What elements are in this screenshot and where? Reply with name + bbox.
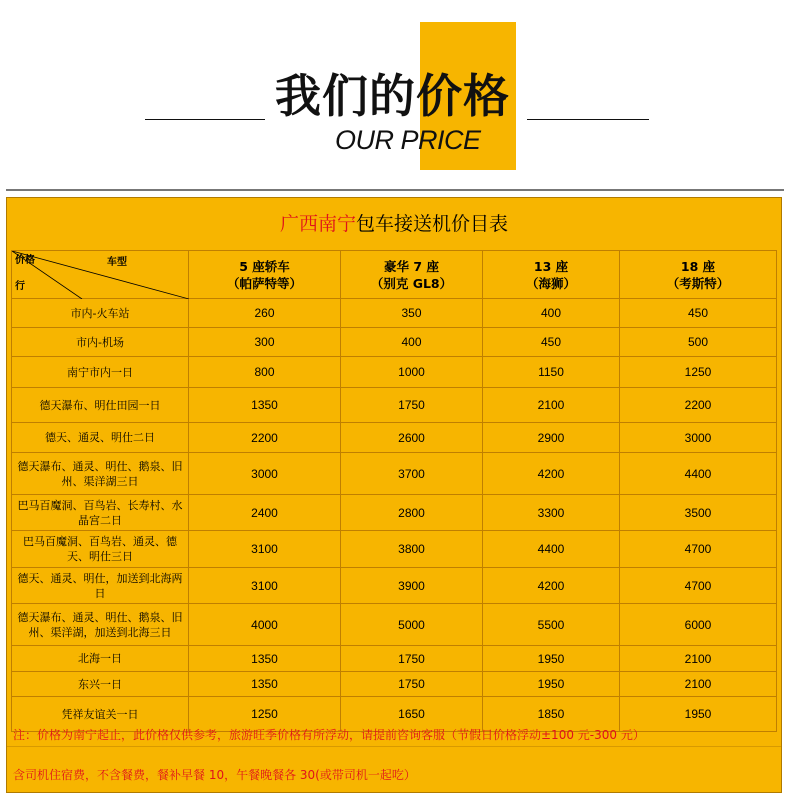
column-header-model: （帕萨特等） xyxy=(226,275,302,291)
corner-diagonal-lines xyxy=(12,251,189,299)
price-cell: 4400 xyxy=(483,531,620,568)
price-cell: 1950 xyxy=(620,697,777,732)
price-cell: 3000 xyxy=(189,453,341,495)
price-cell: 5000 xyxy=(341,604,483,646)
table-row xyxy=(12,604,777,646)
route-cell: 市内-机场 xyxy=(12,328,189,357)
price-cell: 4700 xyxy=(620,531,777,568)
price-cell: 260 xyxy=(189,299,341,328)
route-cell: 德天、通灵、明仕，加送到北海两日 xyxy=(12,568,189,604)
table-row xyxy=(12,388,777,423)
column-header xyxy=(341,251,483,299)
price-sheet xyxy=(6,197,782,793)
route-cell: 德天瀑布、通灵、明仕、鹅泉、旧州、渠洋湖，加送到北海三日 xyxy=(12,604,189,646)
price-note: 注：价格为南宁起止，此价格仅供参考，旅游旺季价格有所浮动，请提前咨询客服（节假日价格浮动±100 元-300 元） xyxy=(13,728,645,742)
column-header-model: （海狮） xyxy=(525,275,576,291)
price-cell: 2100 xyxy=(620,646,777,672)
price-cell: 1000 xyxy=(341,357,483,388)
corner-header-cell xyxy=(12,251,189,299)
table-row xyxy=(12,495,777,531)
price-cell: 350 xyxy=(341,299,483,328)
route-cell: 市内-火车站 xyxy=(12,299,189,328)
table-row xyxy=(12,646,777,672)
price-cell: 2900 xyxy=(483,423,620,453)
price-cell: 3000 xyxy=(620,423,777,453)
corner-label-vehicle: 车型 xyxy=(107,257,127,268)
price-cell: 1150 xyxy=(483,357,620,388)
table-row xyxy=(12,357,777,388)
column-header-type: 豪华 7 座 xyxy=(384,258,439,274)
table-row xyxy=(12,531,777,568)
route-cell: 南宁市内一日 xyxy=(12,357,189,388)
price-cell: 1250 xyxy=(620,357,777,388)
route-cell: 德天瀑布、明仕田园一日 xyxy=(12,388,189,423)
price-cell: 1750 xyxy=(341,646,483,672)
route-cell: 德天、通灵、明仕二日 xyxy=(12,423,189,453)
price-cell: 5500 xyxy=(483,604,620,646)
price-cell: 4000 xyxy=(189,604,341,646)
column-header-model: （考斯特） xyxy=(666,275,730,291)
price-cell: 1350 xyxy=(189,388,341,423)
price-cell: 3500 xyxy=(620,495,777,531)
price-cell: 1950 xyxy=(483,646,620,672)
header-rule-left xyxy=(145,119,265,120)
price-cell: 2200 xyxy=(189,423,341,453)
price-cell: 400 xyxy=(341,328,483,357)
price-cell: 2100 xyxy=(483,388,620,423)
price-cell: 3100 xyxy=(189,531,341,568)
section-divider xyxy=(6,189,784,191)
price-cell: 300 xyxy=(189,328,341,357)
price-cell: 3900 xyxy=(341,568,483,604)
price-cell: 1750 xyxy=(341,388,483,423)
price-cell: 500 xyxy=(620,328,777,357)
header-rule-right xyxy=(527,119,649,120)
price-cell: 4200 xyxy=(483,568,620,604)
table-row xyxy=(12,328,777,357)
price-cell: 1750 xyxy=(341,672,483,697)
price-cell: 2800 xyxy=(341,495,483,531)
price-cell: 4200 xyxy=(483,453,620,495)
column-header xyxy=(189,251,341,299)
column-header xyxy=(483,251,620,299)
price-sheet-title-region: 广西南宁 xyxy=(279,213,356,235)
table-row xyxy=(12,423,777,453)
price-cell: 3300 xyxy=(483,495,620,531)
column-header xyxy=(620,251,777,299)
route-cell: 北海一日 xyxy=(12,646,189,672)
column-header-type: 13 座 xyxy=(533,258,569,274)
price-cell: 1350 xyxy=(189,646,341,672)
price-sheet-title-rest: 包车接送机价目表 xyxy=(356,213,509,235)
route-cell: 德天瀑布、通灵、明仕、鹅泉、旧州、渠洋湖三日 xyxy=(12,453,189,495)
price-cell: 1650 xyxy=(341,697,483,732)
price-cell: 400 xyxy=(483,299,620,328)
price-cell: 1950 xyxy=(483,672,620,697)
price-sheet-title xyxy=(7,204,781,244)
table-row xyxy=(12,453,777,495)
price-cell: 4700 xyxy=(620,568,777,604)
column-header-type: 5 座轿车 xyxy=(239,258,290,274)
price-cell: 2400 xyxy=(189,495,341,531)
price-cell: 800 xyxy=(189,357,341,388)
note-divider xyxy=(7,746,781,747)
table-row xyxy=(12,568,777,604)
column-header-type: 18 座 xyxy=(680,258,716,274)
page-title-part1: 我们的 xyxy=(275,69,416,123)
route-cell: 巴马百魔洞、百鸟岩、通灵、德天、明仕三日 xyxy=(12,531,189,568)
price-cell: 450 xyxy=(483,328,620,357)
price-cell: 3700 xyxy=(341,453,483,495)
price-cell: 1350 xyxy=(189,672,341,697)
corner-label-route: 行 xyxy=(15,281,25,292)
meal-note: 含司机住宿费，不含餐费，餐补早餐 10，午餐晚餐各 30(或带司机一起吃） xyxy=(13,768,416,782)
price-cell: 4400 xyxy=(620,453,777,495)
column-header-model: （别克 GL8） xyxy=(370,275,453,291)
corner-label-price: 价格 xyxy=(15,255,35,266)
price-cell: 6000 xyxy=(620,604,777,646)
price-table xyxy=(11,250,777,732)
price-cell: 2100 xyxy=(620,672,777,697)
price-cell: 2200 xyxy=(620,388,777,423)
page-title xyxy=(275,70,510,122)
route-cell: 东兴一日 xyxy=(12,672,189,697)
price-cell: 3800 xyxy=(341,531,483,568)
price-cell: 1250 xyxy=(189,697,341,732)
page-title-part2: 价格 xyxy=(416,69,510,123)
table-row xyxy=(12,672,777,697)
route-cell: 凭祥友谊关一日 xyxy=(12,697,189,732)
page-subtitle: OUR PRICE xyxy=(335,125,481,155)
table-header-row xyxy=(12,251,777,299)
price-cell: 3100 xyxy=(189,568,341,604)
price-cell: 450 xyxy=(620,299,777,328)
route-cell: 巴马百魔洞、百鸟岩、长寿村、水晶宫二日 xyxy=(12,495,189,531)
price-cell: 2600 xyxy=(341,423,483,453)
table-row xyxy=(12,299,777,328)
price-cell: 1850 xyxy=(483,697,620,732)
